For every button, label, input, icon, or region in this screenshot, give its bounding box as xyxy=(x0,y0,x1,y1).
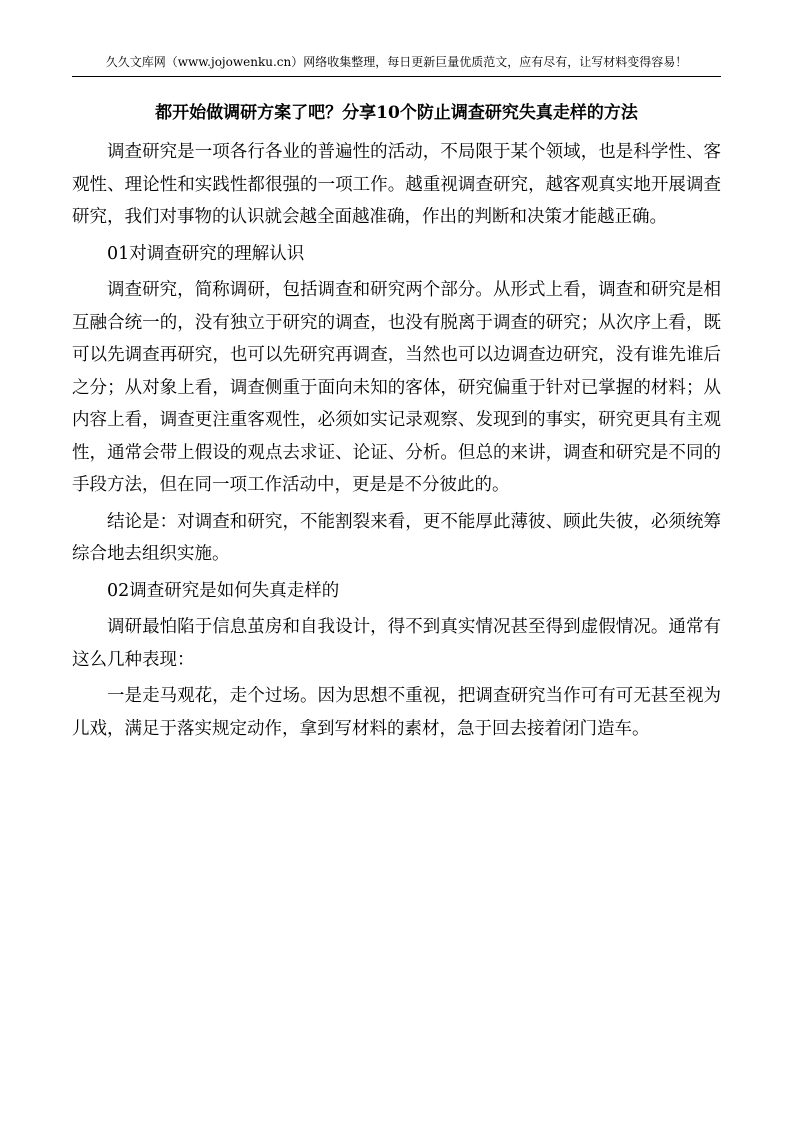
paragraph-distortion: 调研最怕陷于信息茧房和自我设计，得不到真实情况甚至得到虚假情况。通常有这么几种表现： xyxy=(72,617,721,670)
paragraph-intro: 调查研究是一项各行各业的普遍性的活动，不局限于某个领域，也是科学性、客观性、理论性和实践性都很强的一项工作。越重视调查研究，越客观真实地开展调查研究，我们对事物的认识就会越全面越准确，作出的判断和决策才能越正确。 xyxy=(72,142,721,227)
header-text: 久久文库网（www.jojowenku.cn）网络收集整理，每日更新巨量优质范文，应有尽有，让写材料变得容易！ xyxy=(105,55,688,69)
document-body xyxy=(72,98,721,745)
paragraph-point-one: 一是走马观花，走个过场。因为思想不重视，把调查研究当作可有可无甚至视为儿戏，满足于落实规定动作，拿到写材料的素材，急于回去接着闭门造车。 xyxy=(72,686,721,739)
paragraph-conclusion: 结论是：对调查和研究，不能割裂来看，更不能厚此薄彼、顾此失彼，必须统筹综合地去组织实施。 xyxy=(72,511,721,564)
section-heading-02: 02调查研究是如何失真走样的 xyxy=(107,580,340,601)
section-heading-01: 01对调查研究的理解认识 xyxy=(107,243,305,264)
document-title: 都开始做调研方案了吧？分享10个防止调查研究失真走样的方法 xyxy=(155,103,638,123)
page-header xyxy=(72,52,721,77)
paragraph-understanding: 调查研究，简称调研，包括调查和研究两个部分。从形式上看，调查和研究是相互融合统一的，没有独立于研究的调查，也没有脱离于调查的研究；从次序上看，既可以先调查再研究，也可以先研究再调查，当然也可以边调查边研究，没有谁先谁后之分；从对象上看，调查侧重于面向未知的客体，研究偏重于针对已掌握的材料；从内容上看，调查更注重客观性，必须如实记录观察、发现到的事实，研究更具有主观性，通常会带上假设的观点去求证、论证、分析。但总的来讲，调查和研究是不同的手段方法，但在同一项工作活动中，更是是不分彼此的。 xyxy=(72,280,721,495)
